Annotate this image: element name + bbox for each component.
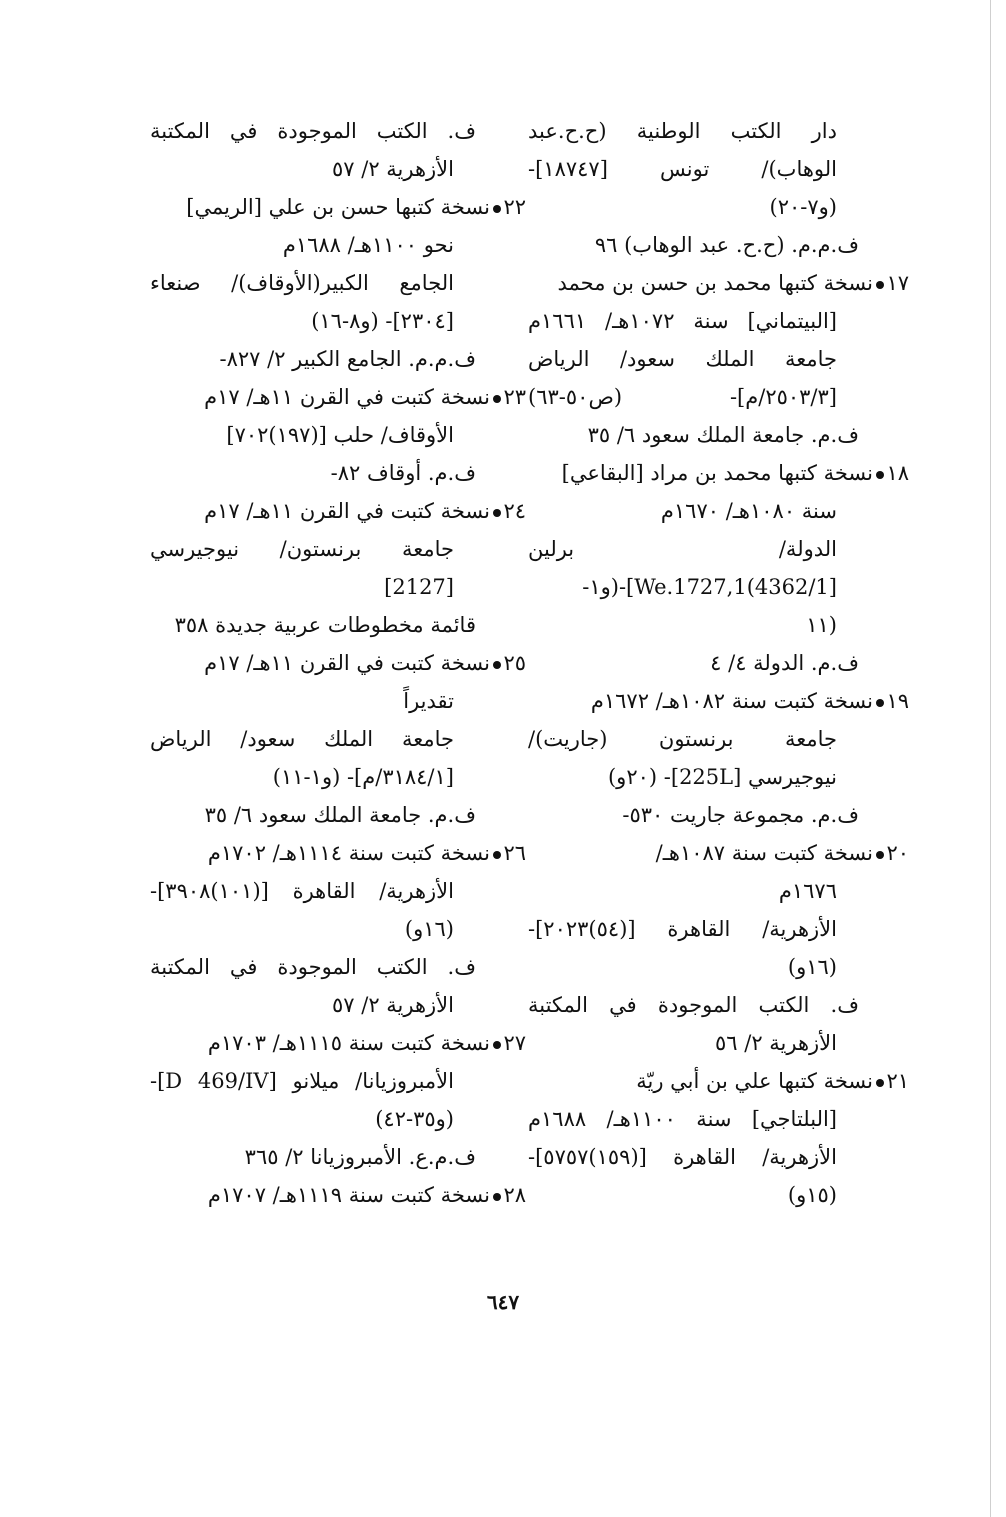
- entry-text: [٢٣٠٤]- (و٨-١٦): [311, 309, 454, 333]
- bullet-icon: [493, 205, 501, 213]
- entry-line: [150, 416, 490, 454]
- entry-text: (و٣٥-٤٢): [375, 1107, 454, 1131]
- entry-text: [2127]: [384, 575, 454, 599]
- entry-number: [490, 1024, 526, 1062]
- entry-text: الدولة/ برلين: [528, 537, 837, 561]
- bullet-icon: [493, 851, 501, 859]
- entry-text: ف.م.ع. الأمبروزيانا ٢/ ٣٦٥: [244, 1145, 476, 1169]
- bullet-icon: [493, 1041, 501, 1049]
- entry-line: [528, 530, 873, 568]
- entry-line: [150, 530, 490, 568]
- entry-text: ف. الكتب الموجودة في المكتبة: [528, 993, 859, 1017]
- entry-text: ف.م. مجموعة جاريت ٥٣٠-: [622, 803, 859, 827]
- entry-text: ف.م. جامعة الملك سعود ٦/ ٣٥: [587, 423, 859, 447]
- entry-line: [150, 948, 490, 986]
- entry-text: قائمة مخطوطات عربية جديدة ٣٥٨: [174, 613, 476, 637]
- entry-line: [150, 606, 490, 644]
- left-column: [150, 112, 526, 1214]
- bullet-icon: [493, 1193, 501, 1201]
- entry-text: الأزهرية ٢/ ٥٦: [714, 1031, 837, 1055]
- bullet-icon: [493, 661, 501, 669]
- entry-line: [528, 758, 873, 796]
- entry-text: نسخة كتبت سنة ١١١٥هـ/ ١٧٠٣م: [207, 1031, 490, 1055]
- entry-number: [490, 188, 526, 226]
- entry-line: [150, 568, 490, 606]
- entry-line: [528, 796, 873, 834]
- entry-heading-line: [528, 1062, 909, 1100]
- entry-text: جامعة الملك سعود/ الرياض: [528, 347, 837, 371]
- entry-text: نسخة كتبها حسن بن علي [الريمي]: [186, 195, 490, 219]
- entry-line: [528, 872, 873, 910]
- entry-line: [150, 302, 490, 340]
- entry-heading-line: [528, 834, 909, 872]
- entry-line: [528, 1176, 873, 1214]
- entry-text: ف.م.م. الجامع الكبير ٢/ ٨٢٧-: [219, 347, 476, 371]
- entry-text: ١٦٧٦م: [778, 879, 837, 903]
- entry-line: [528, 340, 873, 378]
- entry-text: [البيتماني] سنة ١٠٧٢هـ/ ١٦٦١م: [528, 309, 838, 333]
- right-column: [528, 112, 909, 1214]
- entry-text: الوهاب)/ تونس [١٨٧٤٧]-: [528, 157, 837, 181]
- entry-number-text: ٢٣: [503, 385, 526, 409]
- entry-line: [150, 872, 490, 910]
- entry-line: [150, 226, 490, 264]
- entry-text: ف. الكتب الموجودة في المكتبة: [150, 955, 476, 979]
- entry-line: [150, 1138, 490, 1176]
- entry-heading-line: [528, 682, 909, 720]
- entry-line: [528, 112, 873, 150]
- entry-heading-line: [150, 644, 526, 682]
- entry-number: [490, 492, 526, 530]
- page-number: ٦٤٧: [486, 1290, 520, 1314]
- entry-text: نيوجيرسي [225L]- (٢٠و): [607, 765, 837, 789]
- entry-number-text: ١٧: [886, 271, 909, 295]
- entry-line: [150, 454, 490, 492]
- entry-number: [873, 454, 909, 492]
- entry-text: ف.م. الدولة ٤/ ٤: [710, 651, 859, 675]
- entry-text: (١٥و): [787, 1183, 837, 1207]
- entry-heading-line: [150, 492, 526, 530]
- entry-number-text: ٢٤: [503, 499, 526, 523]
- entry-line: [150, 682, 490, 720]
- entry-text: الأوقاف/ حلب [(١٩٧)٧٠٢]: [226, 423, 454, 447]
- entry-text: جامعة برنستون (جاريت)/: [528, 727, 837, 751]
- entry-number-text: ٢٥: [503, 651, 526, 675]
- entry-text: (١٦و): [787, 955, 837, 979]
- entry-text: نسخة كتبها علي بن أبي ريّة: [636, 1069, 873, 1093]
- entry-text: جامعة برنستون/ نيوجيرسي: [150, 537, 454, 561]
- entry-text: الأزهرية/ القاهرة [(٥٤)٢٠٢٣]-: [528, 917, 837, 941]
- entry-heading-line: [528, 264, 909, 302]
- entry-line: [528, 1138, 873, 1176]
- entry-line: [528, 948, 873, 986]
- entry-line: [528, 644, 873, 682]
- entry-heading-line: [150, 1024, 526, 1062]
- entry-line: [528, 302, 873, 340]
- bullet-icon: [493, 395, 501, 403]
- entry-number-text: ٢٢: [503, 195, 526, 219]
- entry-line: [528, 986, 873, 1024]
- entry-line: [150, 796, 490, 834]
- entry-text: (١١: [806, 613, 837, 637]
- entry-text: جامعة الملك سعود/ الرياض: [150, 727, 454, 751]
- entry-text: نسخة كتبت سنة ١٠٨٧هـ/: [655, 841, 873, 865]
- entry-text: الأزهرية ٢/ ٥٧: [331, 157, 454, 181]
- entry-text: نسخة كتبت في القرن ١١هـ/ ١٧م: [204, 651, 490, 675]
- entry-text: دار الكتب الوطنية (ح.ح.عبد: [528, 119, 837, 143]
- entry-number: [490, 1176, 526, 1214]
- entry-line: [150, 758, 490, 796]
- bullet-icon: [876, 1079, 884, 1087]
- entry-number: [873, 264, 909, 302]
- entry-line: [150, 150, 490, 188]
- bullet-icon: [876, 281, 884, 289]
- bullet-icon: [876, 699, 884, 707]
- entry-text: نسخة كتبت سنة ١١١٤هـ/ ١٧٠٢م: [207, 841, 490, 865]
- entry-text: نسخة كتبها محمد بن مراد [البقاعي]: [561, 461, 873, 485]
- entry-heading-line: [150, 188, 526, 226]
- entry-text: ف.م. أوقاف ٨٢-: [330, 461, 476, 485]
- entry-line: [150, 910, 490, 948]
- entry-text: نسخة كتبها محمد بن حسن بن محمد: [557, 271, 873, 295]
- entry-text: سنة ١٠٨٠هـ/ ١٦٧٠م: [660, 499, 837, 523]
- entry-line: [528, 416, 873, 454]
- entry-line: [528, 568, 873, 606]
- entry-line: [150, 986, 490, 1024]
- entry-text: نسخة كتبت في القرن ١١هـ/ ١٧م: [204, 385, 490, 409]
- entry-line: [150, 1100, 490, 1138]
- entry-line: [528, 150, 873, 188]
- entry-number-text: ١٩: [886, 689, 909, 713]
- bullet-icon: [876, 851, 884, 859]
- entry-text: الأزهرية ٢/ ٥٧: [331, 993, 454, 1017]
- entry-heading-line: [150, 834, 526, 872]
- entry-line: [528, 492, 873, 530]
- entry-line: [528, 1024, 873, 1062]
- entry-number-text: ٢٨: [503, 1183, 526, 1207]
- entry-number-text: ٢٧: [503, 1031, 526, 1055]
- entry-heading-line: [528, 454, 909, 492]
- entry-number: [490, 378, 526, 416]
- bullet-icon: [493, 509, 501, 517]
- entry-number: [873, 1062, 909, 1100]
- entry-line: [150, 720, 490, 758]
- bullet-icon: [876, 471, 884, 479]
- entry-text: الأمبروزيانا/ ميلانو [D 469/IV]-: [150, 1069, 454, 1093]
- entry-text: [٣١٨٤/١/م]- (و١-١١): [272, 765, 454, 789]
- entry-line: [528, 226, 873, 264]
- entry-number-text: ٢٦: [503, 841, 526, 865]
- entry-heading-line: [150, 1176, 526, 1214]
- entry-number: [873, 682, 909, 720]
- entry-text: نسخة كتبت سنة ١٠٨٢هـ/ ١٦٧٢م: [590, 689, 873, 713]
- entry-line: [528, 910, 873, 948]
- entry-text: ف.م. جامعة الملك سعود ٦/ ٣٥: [204, 803, 476, 827]
- entry-number: [873, 834, 909, 872]
- entry-heading-line: [150, 378, 526, 416]
- entry-line: [528, 606, 873, 644]
- entry-text: نسخة كتبت في القرن ١١هـ/ ١٧م: [204, 499, 490, 523]
- entry-number-text: ١٨: [886, 461, 909, 485]
- entry-text: [البلتاجي] سنة ١١٠٠هـ/ ١٦٨٨م: [528, 1107, 837, 1131]
- entry-line: [528, 1100, 873, 1138]
- entry-text: ف.م.م. (ح.ح. عبد الوهاب) ٩٦: [594, 233, 859, 257]
- entry-line: [528, 188, 873, 226]
- entry-number: [490, 644, 526, 682]
- entry-line: [150, 1062, 490, 1100]
- entry-text: الأزهرية/ القاهرة [(١٥٩)٥٧٥٧]-: [528, 1145, 837, 1169]
- entry-text: نسخة كتبت سنة ١١١٩هـ/ ١٧٠٧م: [207, 1183, 490, 1207]
- entry-number-text: ٢٠: [886, 841, 909, 865]
- entry-text: (و٧-٢٠): [769, 195, 837, 219]
- entry-text: ف. الكتب الموجودة في المكتبة: [150, 119, 476, 143]
- entry-line: [150, 264, 490, 302]
- entry-line: [150, 112, 490, 150]
- entry-number: [490, 834, 526, 872]
- entry-line: [528, 378, 873, 416]
- entry-text: [4362/1)We.1727,1]-(و١-: [582, 575, 837, 599]
- entry-number-text: ٢١: [886, 1069, 909, 1093]
- entry-text: نحو ١١٠٠هـ/ ١٦٨٨م: [282, 233, 454, 257]
- entry-text: [٢٥٠٣/٣/م]- (ص٥٠-٦٣): [528, 385, 837, 409]
- entry-line: [150, 340, 490, 378]
- entry-text: تقديراً: [403, 689, 454, 713]
- entry-text: (١٦و): [404, 917, 454, 941]
- entry-line: [528, 720, 873, 758]
- entry-text: الأزهرية/ القاهرة [(١٠١)٣٩٠٨]-: [150, 879, 454, 903]
- entry-text: الجامع الكبير(الأوقاف)/ صنعاء: [150, 271, 454, 295]
